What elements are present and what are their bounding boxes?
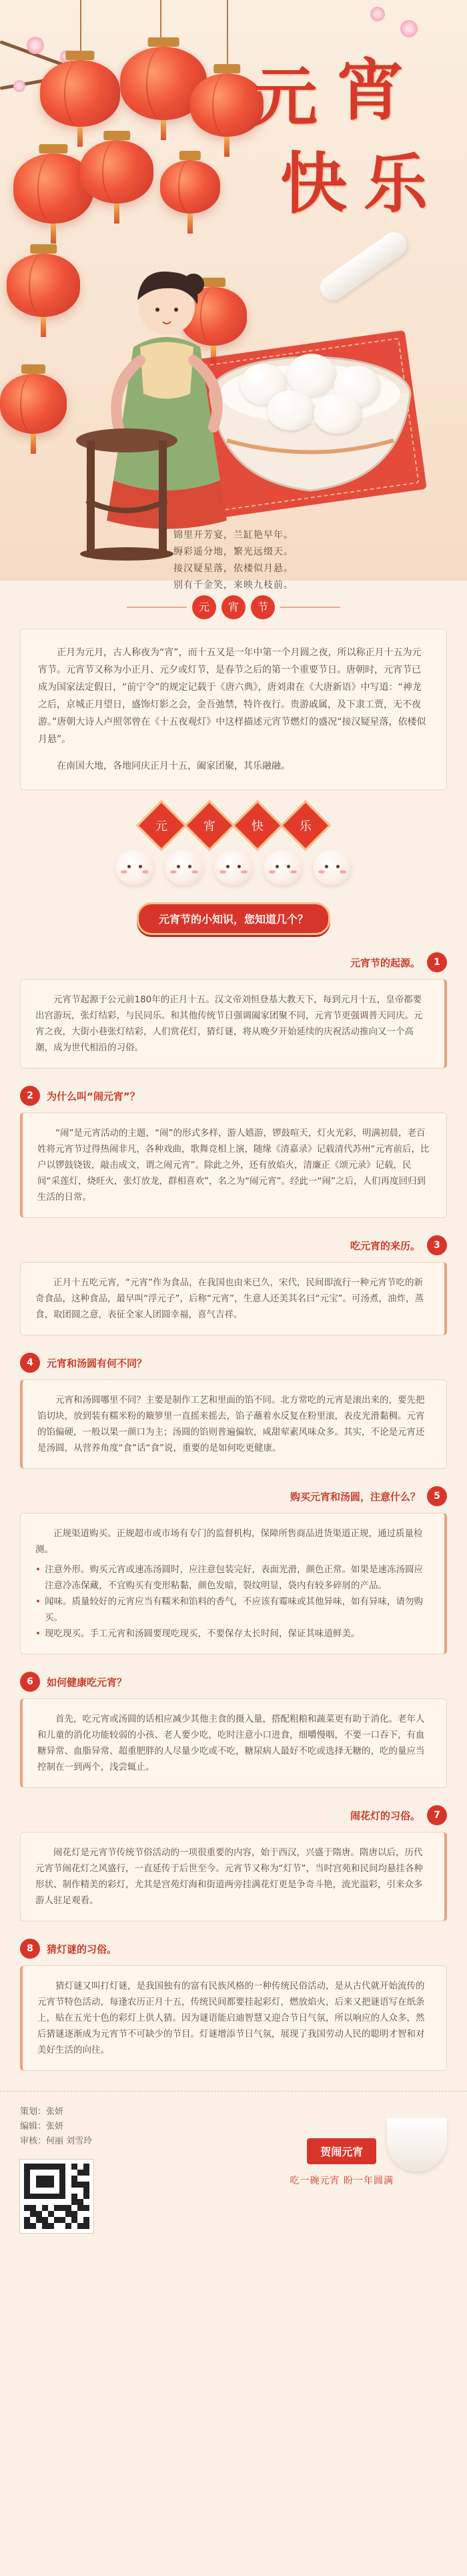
intro-paragraph: 在南国大地，各地同庆正月十五，阖家团聚，其乐融融。: [57, 761, 290, 771]
item-body: 猜灯谜又叫打灯谜，是我国独有的富有民族风格的一种传统民俗活动，是从古代就开始流传的元宵节特色活动，每逢农历正月十五，传统民间都要挂起彩灯，燃放焰火，后来又把谜语写在纸条上，贴在五光十色的彩灯上供人猜。因为谜语能启迪智慧又迎合节日气氛，所以响应的人众多，然后猜谜逐渐成为元宵节不可缺少的节目。灯谜增添节日气氛，展现了我国劳动人民的聪明才智和对美好生活的向往。: [20, 1965, 447, 2071]
poem-line: 锦里开芳宴，兰缸艳早年。: [173, 530, 294, 541]
banner-seal: 元: [192, 595, 216, 619]
spoon-icon: [316, 227, 412, 305]
item-number: 8: [20, 1939, 40, 1959]
knowledge-item: [20, 1086, 447, 1218]
badge-title: 贺闹元宵: [307, 2138, 376, 2164]
item-body-text: 正规渠道购买。正规超市或市场有专门的监督机构，保障所售商品进货渠道正规，通过质量检测。: [35, 1528, 423, 1555]
hero-illustration: [0, 0, 467, 591]
blossom-icon: [400, 20, 418, 37]
credit-line: 编辑：张妍: [20, 2122, 64, 2132]
item-title: 吃元宵的来历。: [350, 1239, 420, 1252]
credit-line: 审核：何丽 刘雪玲: [20, 2136, 93, 2146]
intro-banner: [20, 595, 447, 619]
lantern-icon: [7, 254, 80, 317]
greeting-tile: 快: [232, 800, 283, 851]
greeting-tile: 宵: [184, 800, 235, 851]
item-title: 购买元宵和汤圆，注意什么？: [290, 1490, 420, 1503]
knowledge-title: 元宵节的小知识，您知道几个？: [137, 902, 330, 935]
knowledge-item: [20, 1805, 447, 1921]
badge-subtitle: 吃一碗元宵 盼一年圆满: [290, 2176, 394, 2186]
knowledge-item: [20, 952, 447, 1068]
greeting-tile: 乐: [280, 800, 331, 851]
item-body: [20, 1513, 447, 1654]
knowledge-item: [20, 1486, 447, 1654]
tangyuan-ball: [267, 390, 315, 430]
item-body: “闹”是元宵活动的主题，“闹”的形式多样，游人嬉游，锣鼓喧天，灯火光彩，明满初晨，老百姓将元宵节过得热闹非凡，各种戏曲，歌舞竞相上演，随缘《清嘉录》记载清代苏州“元宵前后，比户以锣鼓铙钹，敲击成文，谓之闹元宵”。除此之外，还有放焰火，清廉正《颂元录》记载，民间“采莲灯，烧旺火，张灯放龙，群相喜欢”，名之为“闹元宵”。经此一“闹”之后，人们再度回归到生活的日常。: [20, 1112, 447, 1218]
banner-seal: 节: [251, 595, 275, 619]
hero-title-char: 元: [254, 59, 318, 135]
intro-paragraph: 正月为元月，古人称夜为“宵”，而十五又是一年中第一个月圆之夜，所以称正月十五为元宵节。元宵节又称为小正月、元夕或灯节，是春节之后的第一个重要节日。唐朝时，元宵节已成为国家法定假日，“前宁令”的规定记载于《唐六典》，唐刘肃在《大唐新语》中写道：“神龙之后，京城正月望日，盛饰灯影之会，金吾弛禁，特许夜行。贵游戚属，及下隶工贾，无不夜游。”唐朝大诗人卢照邻曾在《十五夜观灯》中这样描述元宵节燃灯的盛况“接汉疑星落，依楼似月悬”。: [38, 647, 426, 745]
item-number: 7: [427, 1805, 447, 1825]
credit-line: 策划：张妍: [20, 2107, 64, 2117]
item-number: 4: [20, 1353, 40, 1373]
tips-list: [35, 1562, 430, 1642]
qr-code[interactable]: [20, 2160, 93, 2233]
poem-line: 缛彩遥分地，繁光远缀天。: [173, 547, 294, 557]
item-title: 如何健康吃元宵？: [47, 1676, 127, 1688]
poem-line: 接汉疑星落，依楼似月悬。: [173, 563, 294, 574]
item-title: 元宵节的起源。: [350, 956, 420, 969]
knowledge-item: [20, 1672, 447, 1788]
knowledge-item: [20, 1353, 447, 1469]
item-body: 闹花灯是元宵节传统节俗活动的一项很重要的内容，始于西汉，兴盛于隋唐。隋唐以后，历代元宵节闹花灯之风盛行，一直延传于后世至今。元宵节又称为“灯节”，当时宫苑和民间均悬挂各种形状、制作精美的彩灯，尤其是宫苑灯海和街道两旁挂满花灯更是争奇斗艳，流光溢彩，引来众多游人驻足观看。: [20, 1832, 447, 1921]
item-number: 2: [20, 1086, 40, 1106]
greeting-tiles: [20, 808, 447, 844]
item-title: 为什么叫“闹元宵”？: [47, 1090, 140, 1102]
item-body: 元宵节起源于公元前180年的正月十五。汉文帝刘恒登基大教天下，每到元月十五，皇帝都要出宫游玩，张灯结彩，与民同乐。和其他传统节日强调阖家团聚不同，元宵节更强调普天同庆。元宵之夜，大街小巷张灯结彩，人们赏花灯，猜灯谜，将从晚夕开始延续的庆祝活动推向又一个高潮，成为世代相沿的习俗。: [20, 979, 447, 1068]
lantern-icon: [80, 140, 153, 204]
lantern-icon: [0, 374, 67, 434]
lantern-icon: [40, 60, 120, 127]
footer-badge: [290, 2138, 394, 2187]
tip-item: • 闻味。质量较好的元宵应当有糯米和馅料的香气，不应该有霉味或其他异味，如有异味，请勿购买。: [35, 1594, 430, 1626]
item-number: 1: [427, 952, 447, 972]
intro-text: [20, 629, 447, 790]
dumpling-icon: [115, 850, 154, 885]
blossom-icon: [13, 80, 25, 92]
dumpling-row: [20, 850, 447, 885]
lantern-icon: [190, 73, 264, 137]
dumpling-icon: [165, 850, 203, 885]
bowl-icon: [387, 2118, 447, 2172]
dumpling-icon: [264, 850, 302, 885]
item-number: 6: [20, 1672, 40, 1692]
knowledge-section: [0, 902, 467, 2071]
item-title: 闹花灯的习俗。: [350, 1809, 420, 1822]
footer: [0, 2091, 467, 2253]
tip-item: • 现吃现买。手工元宵和汤圆要现吃现买，不要保存太长时间，保证其味道鲜美。: [35, 1626, 430, 1642]
knowledge-item: [20, 1939, 447, 2071]
blossom-icon: [370, 7, 385, 21]
dumpling-icon: [313, 850, 352, 885]
hero-title-char: 宵: [337, 51, 404, 129]
tip-item: • 注意外形。购买元宵或速冻汤圆时，应注意包装完好，表面光滑，颜色正常。如果是速冻汤圆应注意冷冻保藏，不宜购买有变形粘黏，颜色发暗，裂纹明显，袋内有较多碎屑的产品。: [35, 1562, 430, 1594]
item-body: 首先，吃元宵或汤圆的话相应减少其他主食的摄入量，搭配粗粮和蔬菜更有助于消化。老年人和儿童的消化功能较弱的小孩、老人要少吃，吃时注意小口进食，细嚼慢咽，不要一口吞下，有血糖异常、血脂异常、超重肥胖的人尽量少吃或不吃，糖尿病人最好不吃或选择无糖的，吃的量应当控制在一到两个，浅尝辄止。: [20, 1698, 447, 1788]
greeting-tile: 元: [136, 800, 187, 851]
dumpling-icon: [214, 850, 253, 885]
item-title: 猜灯谜的习俗。: [47, 1943, 117, 1955]
poem-line: 别有千金笑，来映九枝前。: [173, 580, 294, 591]
hero-title-char: 快: [280, 144, 347, 223]
item-number: 3: [427, 1235, 447, 1255]
tangyuan-ball: [314, 394, 362, 434]
hero-title-char: 乐: [364, 146, 428, 222]
banner-seal: 宵: [221, 595, 246, 619]
item-body: 元宵和汤圆哪里不同？主要是制作工艺和里面的馅不同。北方常吃的元宵是滚出来的，要先把馅切块，放到装有糯米粉的簸箩里一直摇来摇去，馅子蘸着水反复在粉里滚，表皮光滑黏稠。元宵的馅偏硬，一般以果一颜口为主；汤圆的馅则普遍偏软，咸甜荤素风味众多。其实，不论是元宵还是汤圆，从营养角度“食”话“食”说，重要的是如何吃更健康。: [20, 1379, 447, 1469]
lantern-icon: [160, 160, 220, 214]
blossom-icon: [27, 37, 44, 54]
item-number: 5: [427, 1486, 447, 1506]
item-title: 元宵和汤圆有何不同？: [47, 1357, 147, 1369]
item-body: 正月十五吃元宵，“元宵”作为食品，在我国也由来已久，宋代，民间即流行一种元宵节吃的新奇食品，这种食品，最早叫“浮元子”，后称“元宵”，生意人还美其名曰“元宝”。可汤煮，油炸，蒸食，取团圆之意，表征全家人团圆幸福，喜气吉祥。: [20, 1262, 447, 1335]
knowledge-item: [20, 1235, 447, 1335]
intro-section: [0, 595, 467, 885]
poem: [0, 527, 467, 594]
